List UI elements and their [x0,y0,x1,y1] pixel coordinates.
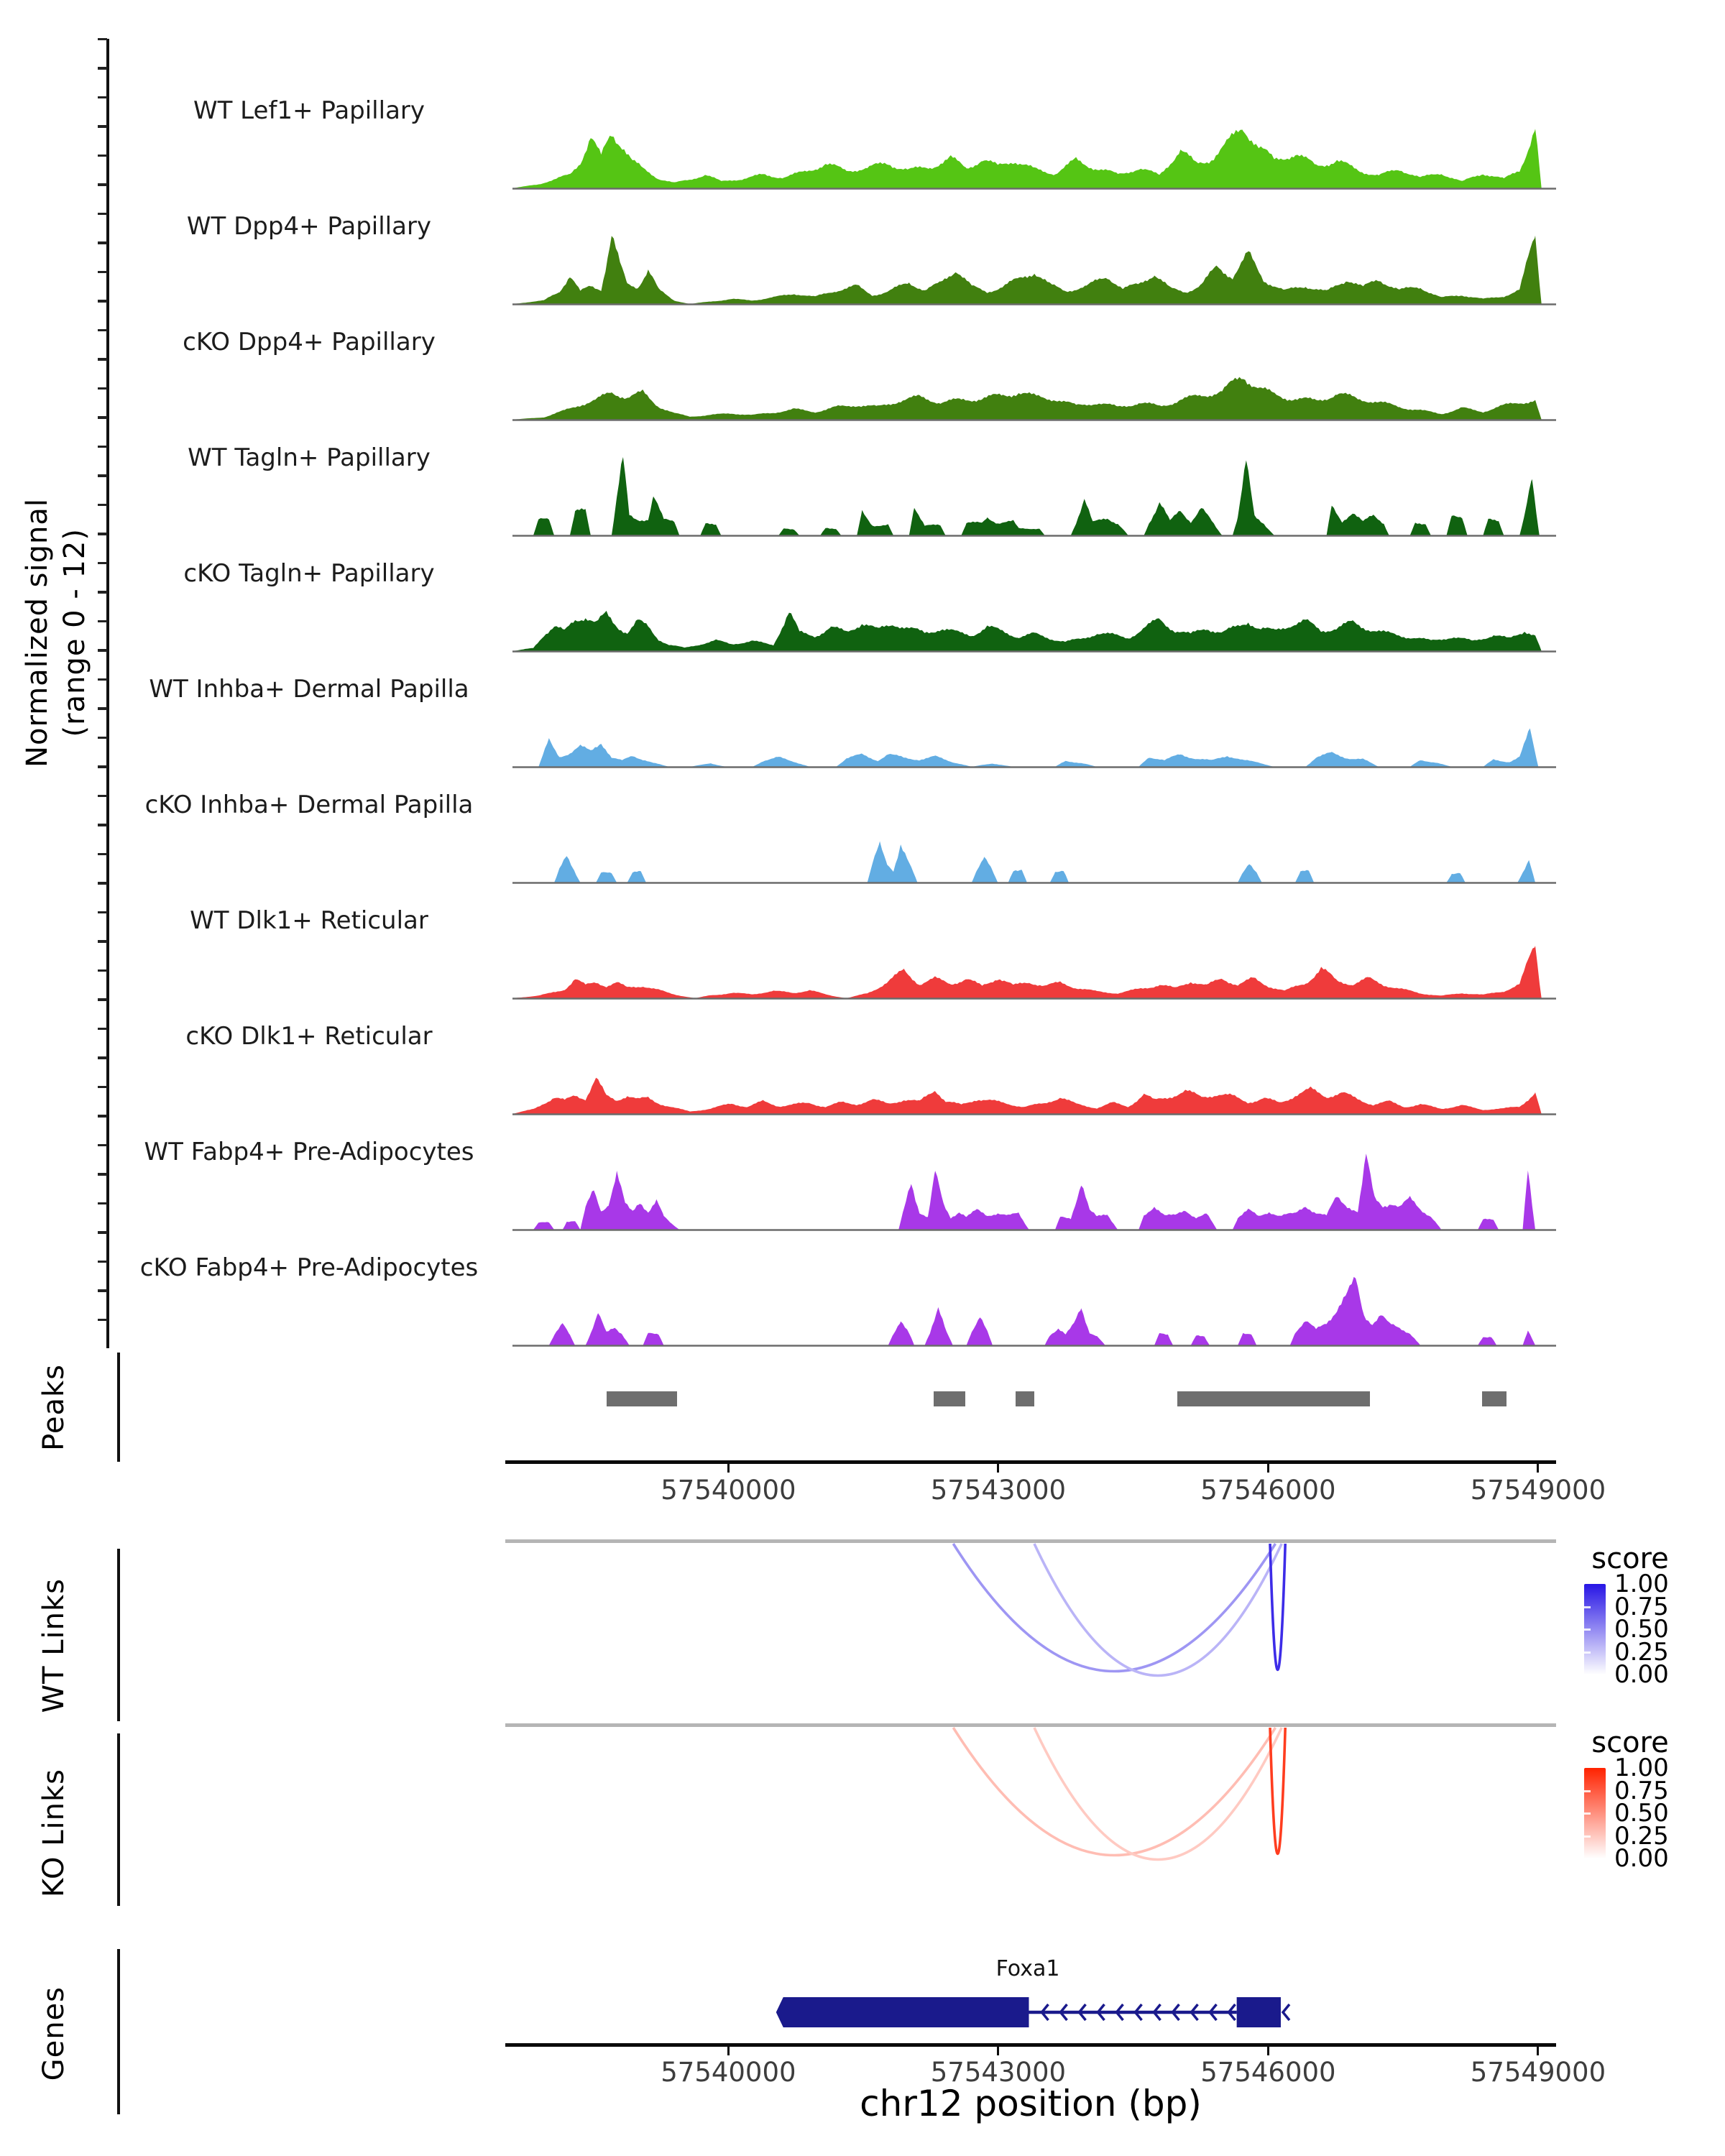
signal-axis-tick [98,562,107,565]
track-label: cKO Inhba+ Dermal Papilla [144,791,474,819]
signal-axis-tick [98,1086,107,1089]
legend-tick-label: 0.50 [1614,1799,1669,1828]
signal-axis-tick [98,882,107,885]
link-arc [953,1728,1275,1856]
signal-axis-tick [98,1261,107,1263]
axis-tick [1267,1464,1269,1473]
genes-axis-bar [117,1949,120,2114]
peak-rect [934,1391,965,1406]
legend-tick-mark [1584,1835,1591,1838]
signal-axis-tick [98,737,107,740]
signal-axis-tick [98,1056,107,1059]
axis-tick [1537,1464,1539,1473]
legend-tick-label: 0.50 [1614,1615,1669,1644]
gene-name-label: Foxa1 [995,1956,1060,1981]
genes-axis-line [505,2043,1556,2047]
signal-axis-tick [98,416,107,419]
axis-tick-label: 57543000 [930,1475,1067,1506]
signal-axis-tick [98,533,107,535]
legend-tick-label: 0.75 [1614,1592,1669,1621]
axis-tick [997,1464,999,1473]
signal-axis-tick [98,504,107,507]
track-label: cKO Dlk1+ Reticular [185,1022,433,1051]
wt-links-section-label: WT Links [37,1578,70,1713]
signal-axis-tick [98,358,107,361]
signal-axis-tick [98,765,107,768]
signal-axis-tick [98,446,107,448]
axis-tick-label: 57549000 [1470,2057,1606,2088]
signal-axis-tick [98,1028,107,1031]
track-label: WT Inhba+ Dermal Papilla [149,675,469,704]
legend-tick-label: 0.25 [1614,1821,1669,1851]
signal-axis-tick [98,1144,107,1147]
signal-axis-tick [98,213,107,216]
legend-tick-mark [1584,1790,1591,1792]
signal-axis-tick [98,300,107,303]
axis-tick [1267,2047,1269,2055]
peak-rect [1177,1391,1370,1406]
signal-axis-tick [98,1289,107,1292]
axis-tick-label: 57549000 [1470,1475,1606,1506]
signal-axis-tick [98,969,107,972]
gene-exon [776,1997,1029,2027]
wt-links-axis-bar [117,1549,120,1721]
peaks-section-label: Peaks [37,1363,70,1451]
signal-axis-tick [98,853,107,856]
peak-rect [607,1391,677,1406]
signal-area [512,918,1556,1000]
signal-axis-label-line2: (range 0 - 12) [58,528,91,737]
signal-axis-tick [98,678,107,681]
ko-score-legend-title: score [1591,1726,1669,1759]
axis-tick-label: 57546000 [1200,2057,1336,2088]
gene-strand-arrow [1283,2004,1289,2020]
legend-tick-mark [1584,1606,1591,1608]
gene-model [512,1982,1556,2042]
signal-axis-tick [98,96,107,99]
signal-axis-tick [98,998,107,1001]
legend-tick-mark [1584,1812,1591,1815]
ko-score-legend-gradient [1584,1768,1606,1858]
signal-axis-tick [98,474,107,477]
signal-axis-tick [98,183,107,186]
legend-tick-label: 0.75 [1614,1776,1669,1805]
track-label: cKO Tagln+ Papillary [183,559,435,588]
peak-rect [1482,1391,1506,1406]
legend-tick-label: 1.00 [1614,1570,1669,1598]
x-axis-title: chr12 position (bp) [860,2083,1202,2124]
wt-score-legend-gradient [1584,1584,1606,1674]
wt-links-arcs [512,1543,1556,1683]
signal-axis-tick [98,329,107,332]
link-arc [1034,1728,1282,1860]
signal-axis-label-line1: Normalized signal [21,497,54,768]
signal-area [512,340,1556,421]
signal-area [512,456,1556,537]
legend-tick-label: 0.25 [1614,1637,1669,1667]
signal-area [512,571,1556,653]
wt-score-legend-title: score [1591,1542,1669,1575]
axis-tick [1537,2047,1539,2055]
signal-axis-tick [98,1173,107,1176]
signal-area [512,803,1556,884]
signal-axis-tick [98,271,107,274]
signal-axis-tick [98,387,107,390]
track-label: WT Lef1+ Papillary [193,96,426,125]
peak-rect [1016,1391,1034,1406]
signal-axis-tick [98,591,107,594]
link-arc [953,1544,1275,1672]
legend-tick-label: 1.00 [1614,1754,1669,1782]
signal-area [512,1150,1556,1231]
track-label: cKO Fabp4+ Pre-Adipocytes [139,1253,479,1282]
signal-axis-tick [98,241,107,244]
gene-exon [1237,1997,1281,2027]
signal-axis-tick [98,620,107,623]
signal-axis-tick [98,1319,107,1322]
signal-axis-tick [98,1115,107,1118]
legend-tick-label: 0.00 [1614,1844,1669,1873]
signal-axis-tick [98,125,107,128]
legend-tick-mark [1584,1628,1591,1631]
signal-axis-tick [98,911,107,914]
signal-axis-tick [98,1231,107,1234]
axis-tick [727,1464,730,1473]
signal-area [512,1034,1556,1115]
signal-axis-tick [98,707,107,710]
signal-axis-label [13,338,99,927]
signal-area [512,1266,1556,1347]
track-label: WT Dlk1+ Reticular [190,906,428,935]
ko-links-axis-bar [117,1733,120,1906]
signal-area [512,687,1556,768]
signal-area [512,224,1556,305]
track-label: WT Dpp4+ Papillary [186,212,432,241]
axis-tick [997,2047,999,2055]
signal-axis-tick [98,649,107,652]
axis-tick [727,2047,730,2055]
peaks-row [512,1391,1556,1407]
legend-tick-label: 0.00 [1614,1660,1669,1689]
axis-tick-label: 57546000 [1200,1475,1336,1506]
track-label: cKO Dpp4+ Papillary [183,328,436,356]
axis-tick-label: 57543000 [930,2057,1067,2088]
ko-links-arcs [512,1727,1556,1867]
peaks-axis-bar [117,1353,120,1462]
axis-tick-label: 57540000 [661,1475,796,1506]
signal-axis-tick [98,155,107,157]
genes-section-label: Genes [37,1986,70,2081]
link-arc [1034,1544,1282,1676]
signal-axis-tick [98,1202,107,1205]
signal-area [512,109,1556,190]
axis-tick-label: 57540000 [661,2057,796,2088]
peaks-axis-line [505,1460,1556,1464]
legend-tick-mark [1584,1651,1591,1654]
signal-axis-tick [98,940,107,943]
signal-axis-tick [98,67,107,70]
signal-axis-tick [98,795,107,798]
track-label: WT Fabp4+ Pre-Adipocytes [144,1138,474,1166]
signal-axis-tick [98,824,107,826]
ko-links-section-label: KO Links [37,1768,70,1897]
track-label: WT Tagln+ Papillary [188,443,431,472]
signal-axis-tick [98,38,107,41]
